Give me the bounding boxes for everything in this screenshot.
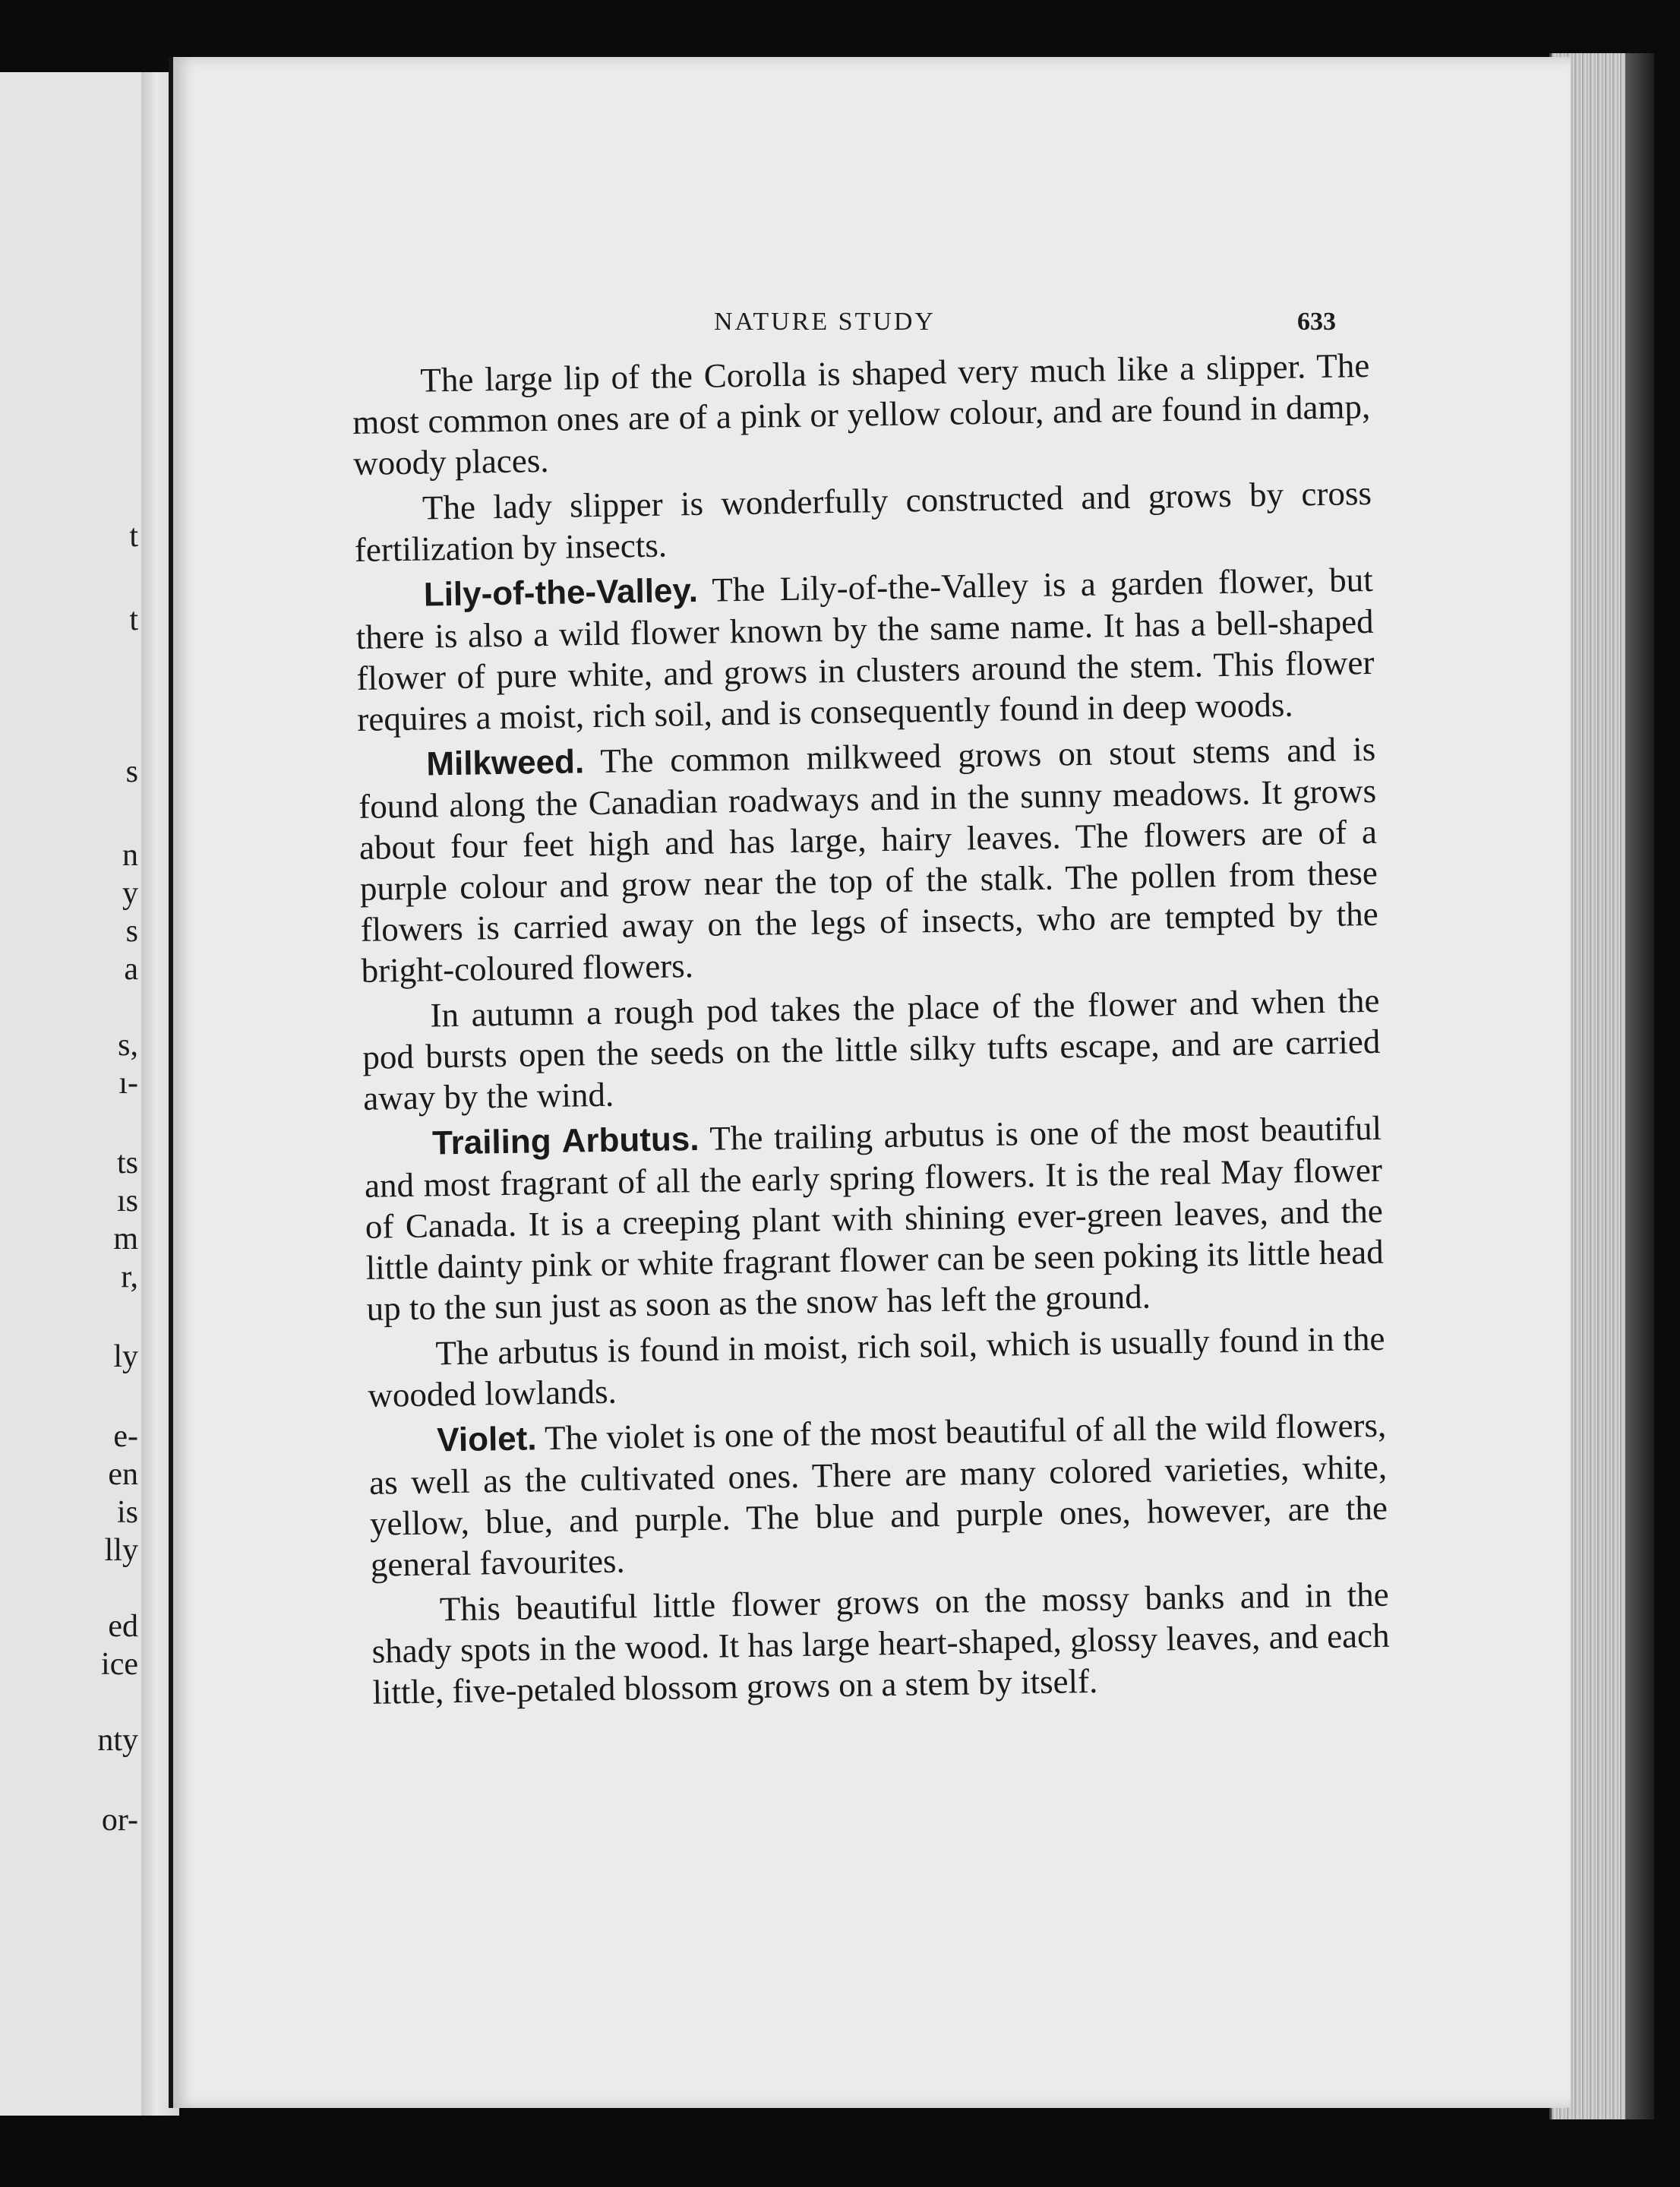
left-page-text-fragments (0, 72, 144, 2116)
paragraph (362, 980, 1381, 1119)
paragraph-text: The common milkweed grows on stout stems and is found along the Canadian roadways and in the sunny meadows. It grows about four feet high and has large, hairy leaves. The flowers are of a purple colour and grow near the top of the stalk. The pollen from these flowers is carried away on the legs of insects, who are tempted by the bright-coloured flowers. (358, 729, 1378, 990)
page-number: 633 (1297, 308, 1336, 336)
section-heading: Trailing Arbutus. (431, 1120, 699, 1162)
left-fragment: a (124, 952, 138, 987)
body-text (352, 345, 1391, 1718)
paragraph-text: The violet is one of the most beautiful of all the wild flowers, as well as the cultivated ones. There are many colored varieties, white, yellow, blue, and purple. The blue and purple ones, however, are the general favourites. (368, 1405, 1388, 1584)
left-fragment: m (113, 1221, 138, 1256)
left-fragment: s (125, 914, 138, 949)
left-fragment: ed (108, 1609, 138, 1644)
left-fragment: s, (118, 1028, 138, 1063)
left-fragment: ı- (118, 1066, 138, 1101)
left-fragment: ice (101, 1647, 138, 1682)
running-head-title: NATURE STUDY (714, 308, 936, 336)
left-fragment: e- (113, 1419, 138, 1454)
paragraph (367, 1318, 1386, 1416)
left-fragment: lly (104, 1533, 138, 1568)
section-heading: Lily-of-the-Valley. (423, 571, 699, 614)
left-fragment: s (125, 754, 138, 789)
left-fragment: t (129, 602, 138, 637)
paragraph (352, 345, 1371, 484)
paragraph (364, 1108, 1385, 1329)
left-fragment: ıs (116, 1184, 138, 1218)
left-fragment: en (108, 1457, 138, 1492)
paragraph (354, 472, 1373, 570)
paragraph (368, 1405, 1388, 1585)
paragraph (358, 728, 1379, 991)
paragraph-text: The lady slipper is wonderfully constructed and grows by cross fertilization by insects. (354, 473, 1372, 569)
left-fragment: ly (113, 1339, 138, 1374)
paragraph-text: The arbutus is found in moist, rich soil, which is usually found in the wooded lowlands. (368, 1319, 1385, 1414)
left-fragment: nty (97, 1723, 138, 1758)
left-fragment: t (129, 519, 138, 554)
left-fragment: is (116, 1495, 138, 1530)
paragraph (355, 559, 1375, 740)
section-heading: Violet. (436, 1420, 537, 1459)
left-fragment: ts (116, 1146, 138, 1180)
left-fragment: y (122, 876, 138, 911)
paragraph-text: In autumn a rough pod takes the place of the flower and when the pod bursts open the seeds on the little silky tufts escape, and are carried away by the wind. (362, 981, 1381, 1117)
left-fragment: n (122, 838, 138, 873)
right-page (169, 57, 1571, 2108)
paragraph-text: The Lily-of-the-Valley is a garden flower, but there is also a wild flower known by the same name. It has a bell-shaped flower of pure white, and grows in clusters around the stem. This flower requires a moist, rich soil, and is consequently found in deep woods. (355, 560, 1375, 738)
left-page (0, 72, 147, 2116)
left-fragment: or- (101, 1803, 138, 1838)
paragraph (371, 1574, 1390, 1713)
paragraph-text: The trailing arbutus is one of the most beautiful and most fragrant of all the early spring flowers. It is the real May flower of Canada. It is a creeping plant with shining ever-green leaves, and the little dainty pink or white fragrant flower can be seen poking its little head up to the sun just as soon as the snow has left the ground. (364, 1108, 1384, 1328)
left-fragment: r, (121, 1259, 138, 1294)
paragraph-text: This beautiful little flower grows on the mossy banks and in the shady spots in the wood. It has large heart-shaped, glossy leaves, and each little, five-petaled blossom grows on a stem by itself. (371, 1575, 1390, 1711)
section-heading: Milkweed. (425, 743, 585, 783)
paragraph-text: The large lip of the Corolla is shaped very much like a slipper. The most common ones are of a pink or yellow colour, and are found in damp, woody places. (352, 346, 1371, 482)
